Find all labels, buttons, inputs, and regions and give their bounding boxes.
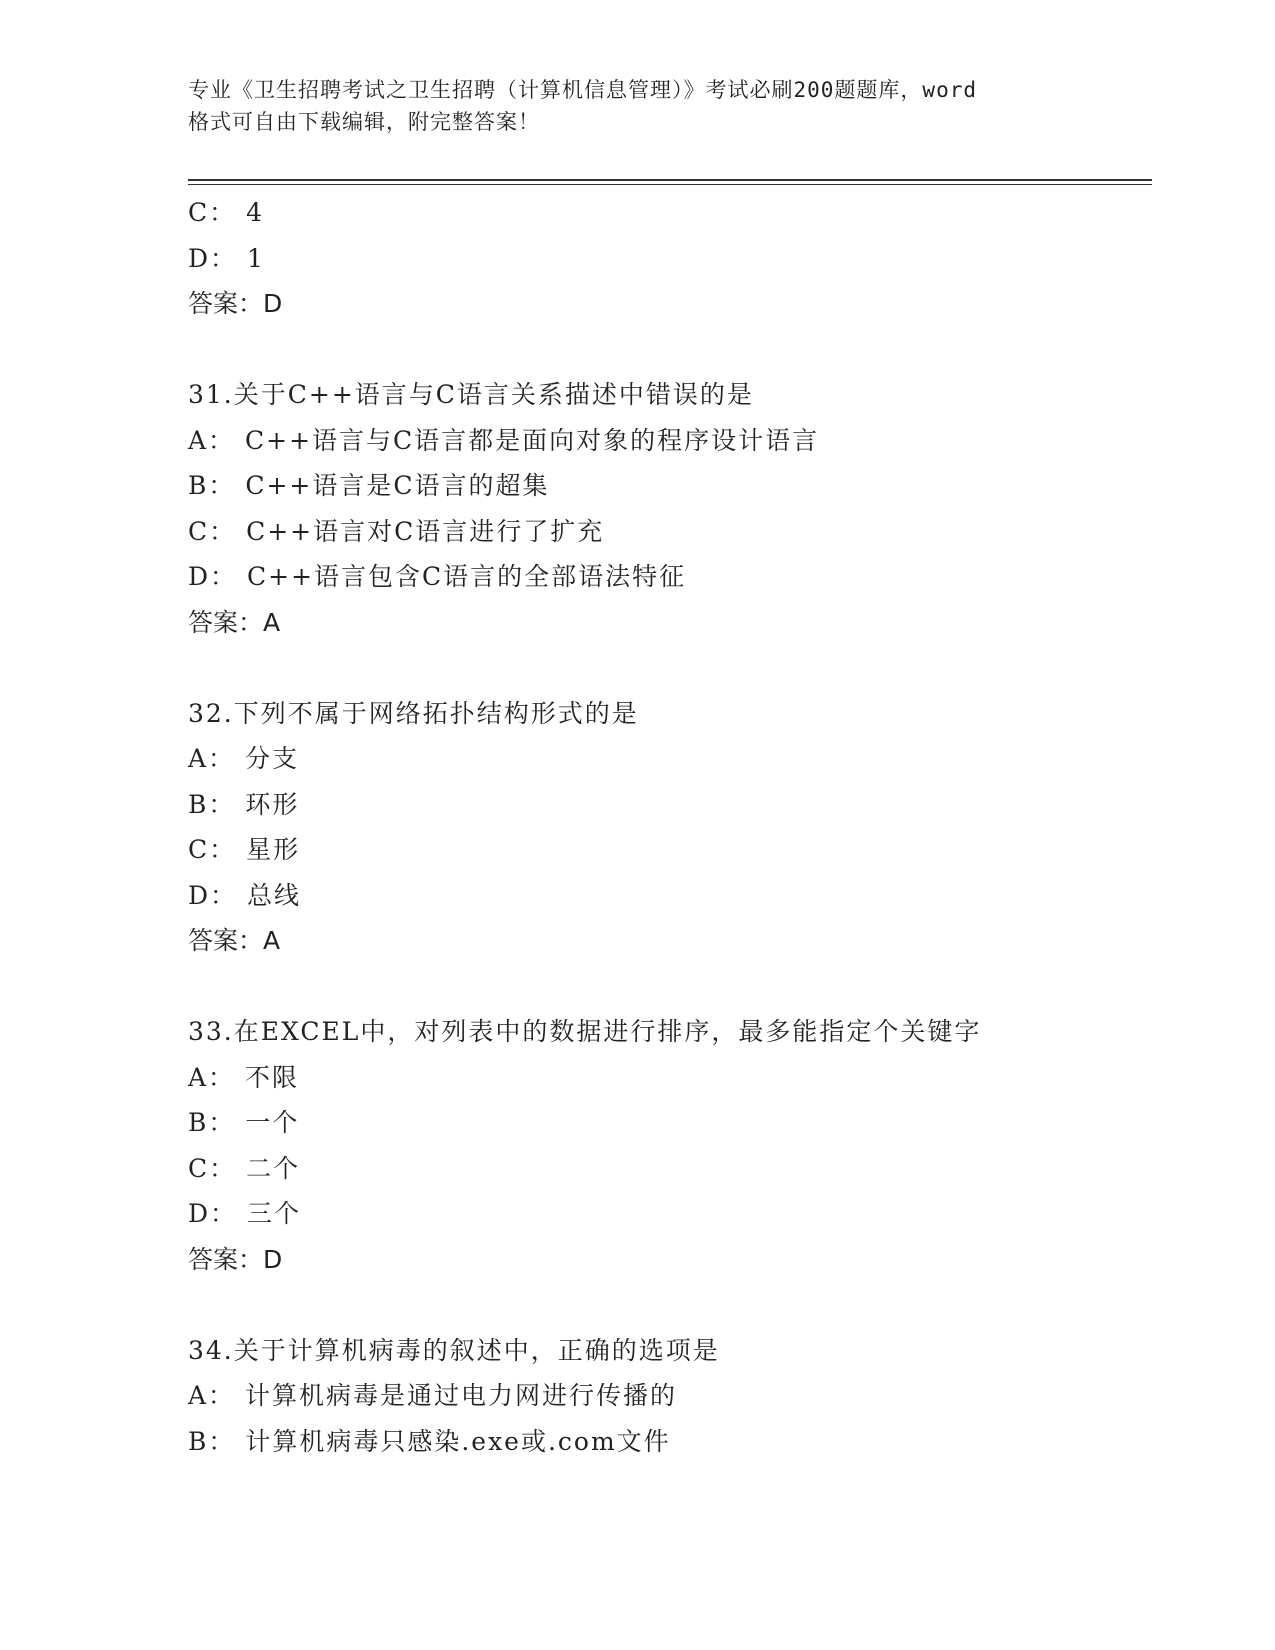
spacer (188, 964, 1148, 1010)
option-b: B： 一个 (188, 1108, 300, 1137)
option-d: D： C++语言包含C语言的全部语法特征 (188, 562, 687, 591)
spacer (188, 645, 1148, 691)
option-a: A： C++语言与C语言都是面向对象的程序设计语言 (188, 425, 820, 455)
answer-line: 答案：D (188, 289, 283, 318)
spacer (188, 327, 1148, 373)
option-c: C： 二个 (188, 1153, 301, 1183)
answer-line: 答案：D (188, 1244, 283, 1274)
answer-line: 答案：A (188, 607, 281, 637)
option-c: C： 星形 (188, 835, 301, 864)
question-stem-33: 33.在EXCEL中，对列表中的数据进行排序，最多能指定个关键字 (188, 1017, 982, 1046)
option-d: D： 1 (188, 243, 265, 273)
question-list (188, 190, 1148, 1464)
option-a: A： 不限 (188, 1062, 300, 1092)
header-divider-thin (188, 184, 1152, 185)
header-line-2: 格式可自由下载编辑，附完整答案！ (188, 110, 540, 134)
option-c: C： C++语言对C语言进行了扩充 (188, 516, 605, 546)
option-b: B： 计算机病毒只感染.exe或.com文件 (188, 1426, 671, 1456)
option-c: C： 4 (188, 198, 264, 227)
spacer (188, 1282, 1148, 1328)
option-b: B： 环形 (188, 789, 300, 819)
header-line-1: 专业《卫生招聘考试之卫生招聘（计算机信息管理）》考试必刷200题题库，word (188, 78, 977, 102)
question-stem-32: 32.下列不属于网络拓扑结构形式的是 (188, 698, 639, 728)
option-a: A： 分支 (188, 744, 300, 773)
option-d: D： 三个 (188, 1199, 302, 1228)
option-d: D： 总线 (188, 880, 302, 910)
option-b: B： C++语言是C语言的超集 (188, 471, 550, 500)
question-stem-31: 31.关于C++语言与C语言关系描述中错误的是 (188, 380, 754, 409)
option-a: A： 计算机病毒是通过电力网进行传播的 (188, 1381, 678, 1410)
document-header (188, 74, 1088, 138)
header-divider-thick (188, 179, 1152, 181)
question-stem-34: 34.关于计算机病毒的叙述中，正确的选项是 (188, 1335, 720, 1365)
answer-line: 答案：A (188, 926, 281, 955)
